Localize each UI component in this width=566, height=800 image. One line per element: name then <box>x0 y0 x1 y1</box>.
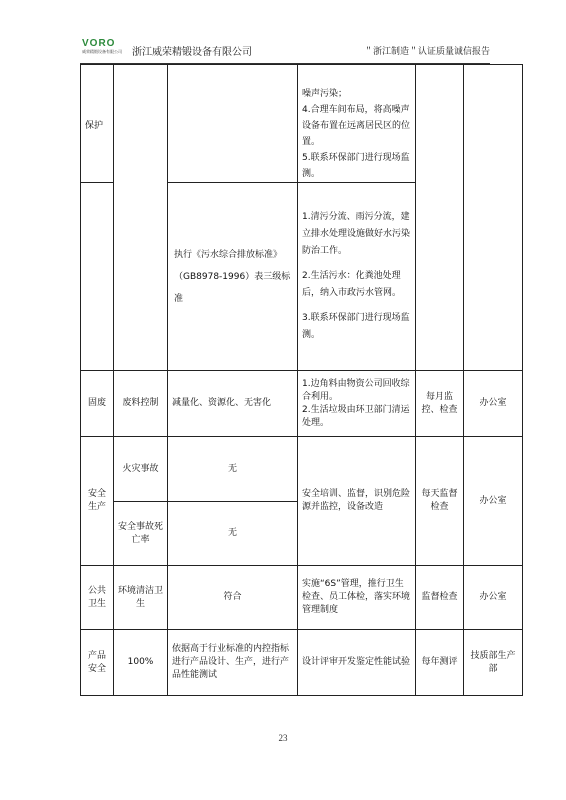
table-row <box>81 371 523 437</box>
category-cell: 固废 <box>81 371 114 437</box>
frequency-cell: 监督检查 <box>416 566 464 630</box>
item-cell: 100% <box>114 630 168 696</box>
dept-cell: 办公室 <box>464 437 523 566</box>
logo-text: VORO <box>82 38 116 49</box>
item-cell: 安全事故死亡率 <box>114 502 168 566</box>
category-cell: 产品安全 <box>81 630 114 696</box>
dept-cell: 办公室 <box>464 566 523 630</box>
category-cell: 安全生产 <box>81 437 114 566</box>
report-title: ＂浙江制造＂认证质量诚信报告 <box>363 47 490 57</box>
table-row <box>81 630 523 696</box>
measures-cell <box>298 65 416 183</box>
category-cell <box>81 183 114 371</box>
standard-cell <box>168 183 298 371</box>
logo-subtext: 威荣精锻设备有限公司 <box>82 49 122 54</box>
standard-text-b: （GB8978-1996）表三级标准 <box>174 271 291 304</box>
item-cell: 火灾事故 <box>114 437 168 502</box>
measures-cell: 安全培训、监督，识别危险源并监控，设备改造 <box>298 437 416 566</box>
frequency-cell: 每月监控、检查 <box>416 371 464 437</box>
page-header <box>80 38 490 62</box>
dept-cell: 技质部生产部 <box>464 630 523 696</box>
measures-cell <box>298 183 416 371</box>
measures-text-1: 1.清污分流、雨污分流，建立排水处理设施做好水污染防治工作。 <box>302 212 411 256</box>
category-cell <box>81 65 114 183</box>
item-cell: 环境清洁卫生 <box>114 566 168 630</box>
frequency-cell: 每年测评 <box>416 630 464 696</box>
dept-cell: 办公室 <box>464 371 523 437</box>
standard-cell <box>168 65 298 183</box>
company-name: 浙江威荣精锻设备有限公司 <box>132 47 252 58</box>
standard-cell: 符合 <box>168 566 298 630</box>
frequency-cell: 每天监督检查 <box>416 437 464 566</box>
company-logo <box>82 39 128 59</box>
dept-cell <box>464 65 523 371</box>
measures-text-3: 3.联系环保部门进行现场监测。 <box>302 313 410 340</box>
page-number: 23 <box>278 733 288 743</box>
frequency-cell <box>416 65 464 371</box>
table-row <box>81 437 523 502</box>
measures-cell: 1.边角料由物资公司回收综合利用。 2.生活垃圾由环卫部门清运处理。 <box>298 371 416 437</box>
table-row <box>81 65 523 183</box>
category-cell: 公共卫生 <box>81 566 114 630</box>
category-label: 保护 <box>85 121 104 131</box>
measures-text-2: 2.生活污水：化粪池处理后，纳入市政污水管网。 <box>302 271 402 298</box>
item-cell <box>114 65 168 371</box>
measures-cell: 实施“6S”管理，推行卫生检查、员工体检，落实环境管理制度 <box>298 566 416 630</box>
standard-cell: 减量化、资源化、无害化 <box>168 371 298 437</box>
quality-table <box>80 64 523 696</box>
measures-cell: 设计评审开发鉴定性能试验 <box>298 630 416 696</box>
item-cell: 废料控制 <box>114 371 168 437</box>
measures-text: 噪声污染； 4.合理车间布局，将高噪声设备布置在远离居民区的位置。 5.联系环保部门进行现场监测。 <box>302 89 411 179</box>
standard-text-a: 执行《污水综合排放标准》 <box>174 249 283 260</box>
standard-cell: 无 <box>168 437 298 502</box>
standard-cell: 依据高于行业标准的内控指标进行产品设计、生产，进行产品性能测试 <box>168 630 298 696</box>
table-row <box>81 566 523 630</box>
standard-cell: 无 <box>168 502 298 566</box>
